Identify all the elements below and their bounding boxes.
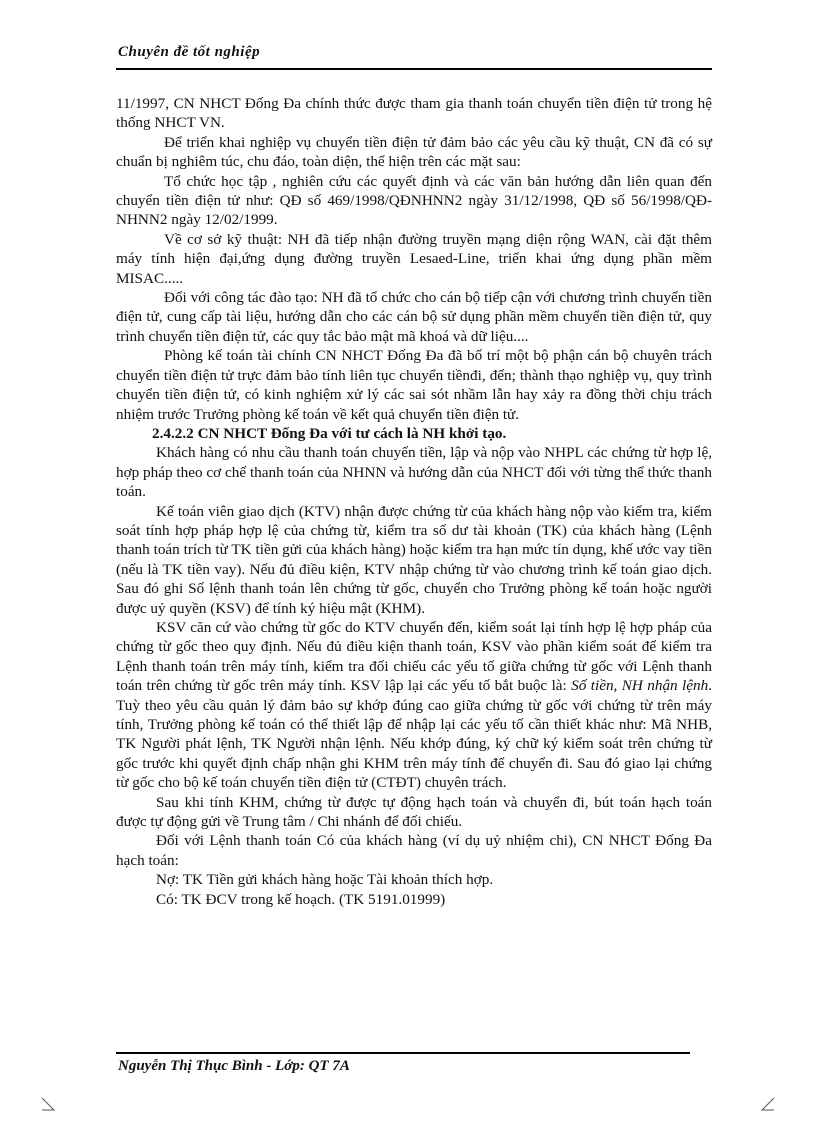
- paragraph-2: Để triển khai nghiệp vụ chuyển tiền điện tử đảm bảo các yêu cầu kỹ thuật, CN đã có sự chuẩn bị nghiêm túc, chu đáo, toàn diện, thể hiện trên các mặt sau:: [116, 133, 712, 171]
- paragraph-1: 11/1997, CN NHCT Đống Đa chính thức được tham gia thanh toán chuyển tiền điện tử trong hệ thống NHCT VN.: [116, 95, 712, 132]
- footer-divider: [116, 1052, 690, 1054]
- debit-entry: Nợ: TK Tiền gửi khách hàng hoặc Tài khoản thích hợp.: [156, 871, 494, 889]
- paragraph-9-emphasis: Số tiền, NH nhận lệnh: [571, 677, 709, 695]
- paragraph-7: Khách hàng có nhu cầu thanh toán chuyển tiền, lập và nộp vào NHPL các chứng từ hợp lệ, hợp pháp theo cơ chế thanh toán của NHNN và hướng dẫn của NHCT đối với từng thể thức thanh toán.: [116, 444, 712, 501]
- paragraph-3: Tổ chức học tập , nghiên cứu các quyết định và các văn bản hướng dẫn liên quan đến chuyển tiền điện tử như: QĐ số 469/1998/QĐNHNN2 ngày 31/12/1998, QĐ số 56/1998/QĐ-NHNN2 ngày 12/02/1999.: [116, 172, 712, 229]
- header-divider: [116, 68, 712, 70]
- page-header-title: Chuyên đề tốt nghiệp: [118, 44, 261, 60]
- paragraph-11: Đối với Lệnh thanh toán Có của khách hàng (ví dụ uỷ nhiệm chi), CN NHCT Đống Đa hạch toán:: [116, 832, 712, 869]
- crop-mark-icon: [760, 1096, 776, 1112]
- paragraph-6: Phòng kế toán tài chính CN NHCT Đống Đa đã bố trí một bộ phận cán bộ chuyên trách chuyển tiền điện tử trực đảm bảo tính liên tục chuyển tiềnđi, đến; thành thạo nghiệp vụ, quy trình chuyển tiền điện tử, có kinh nghiệm xử lý các sai sót nhầm lẫn hay xảy ra đồng thời chịu trách nhiệm trước Trưởng phòng kế toán về kết quả chuyển tiền điện tử.: [116, 347, 712, 423]
- paragraph-9-part-b: . Tuỳ theo yêu cầu quản lý đảm bảo sự khớp đúng cao giữa chứng từ gốc với chứng từ trên máy tính, Trưởng phòng kế toán có thể thiết lập để nhập lại các yếu tố cần thiết khác như: Mã NHB, TK Người phát lệnh, TK Người nhận lệnh. Nếu khớp đúng, ký chữ ký kiểm soát trên chứng từ gốc trước khi quyết định chấp nhận ghi KHM trên máy tính để chuyển đi. Sau đó giao lại chứng từ gốc cho bộ kế toán chuyển tiền điện tử (CTĐT) chuyên trách.: [116, 677, 712, 792]
- section-heading: 2.4.2.2 CN NHCT Đống Đa với tư cách là NH khởi tạo.: [152, 424, 507, 442]
- document-body: [116, 94, 712, 909]
- paragraph-9-part-a: KSV căn cứ vào chứng từ gốc do KTV chuyển đến, kiểm soát lại tính hợp lệ hợp pháp của chứng từ gốc theo quy định. Nếu đủ điều kiện thanh toán, KSV vào phần kiểm soát để kiểm tra Lệnh thanh toán trên máy tính, kiểm tra đối chiếu các yếu tố giữa chứng từ gốc với Lệnh thanh toán trên chứng từ gốc trên máy tính. KSV lập lại các yếu tố bắt buộc là:: [116, 618, 712, 695]
- footer-author: Nguyễn Thị Thục Bình - Lớp: QT 7A: [118, 1058, 350, 1074]
- paragraph-8: Kế toán viên giao dịch (KTV) nhận được chứng từ của khách hàng nộp vào kiểm tra, kiểm soát tính hợp pháp hợp lệ của chứng từ, kiểm tra số dư tài khoản (TK) của khách hàng (Lệnh thanh toán trích từ TK tiền gửi của khách hàng) hoặc kiểm tra hạn mức tín dụng, khế ước vay tiền (nếu là TK tiền vay). Nếu đủ điều kiện, KTV nhập chứng từ vào chương trình kế toán giao dịch. Sau đó ghi Số lệnh thanh toán lên chứng từ gốc, chuyển cho Trưởng phòng kế toán hoặc người được uỷ quyền (KSV) để tính ký hiệu mật (KHM).: [116, 502, 712, 617]
- paragraph-9: [116, 618, 712, 793]
- paragraph-10: Sau khi tính KHM, chứng từ được tự động hạch toán và chuyển đi, bút toán hạch toán được tự động gửi về Trung tâm / Chi nhánh để đối chiếu.: [116, 793, 712, 831]
- crop-mark-icon: [40, 1096, 56, 1112]
- credit-entry: Có: TK ĐCV trong kế hoạch. (TK 5191.01999): [156, 890, 446, 908]
- paragraph-5: Đối với công tác đào tạo: NH đã tổ chức cho cán bộ tiếp cận với chương trình chuyển tiền điện tử, cung cấp tài liệu, hướng dẫn cho các cán bộ sử dụng phần mềm chuyển tiền điện tử, quy trình chuyển tiền điện tử, các quy tắc bảo mật mã khoá và dữ liệu....: [116, 289, 712, 345]
- paragraph-4: Về cơ sở kỹ thuật: NH đã tiếp nhận đường truyền mạng diện rộng WAN, cài đặt thêm máy tính hiện đại,ứng dụng đường truyền Lesaed-Line, triển khai ứng dụng phần mềm MISAC.....: [116, 230, 712, 287]
